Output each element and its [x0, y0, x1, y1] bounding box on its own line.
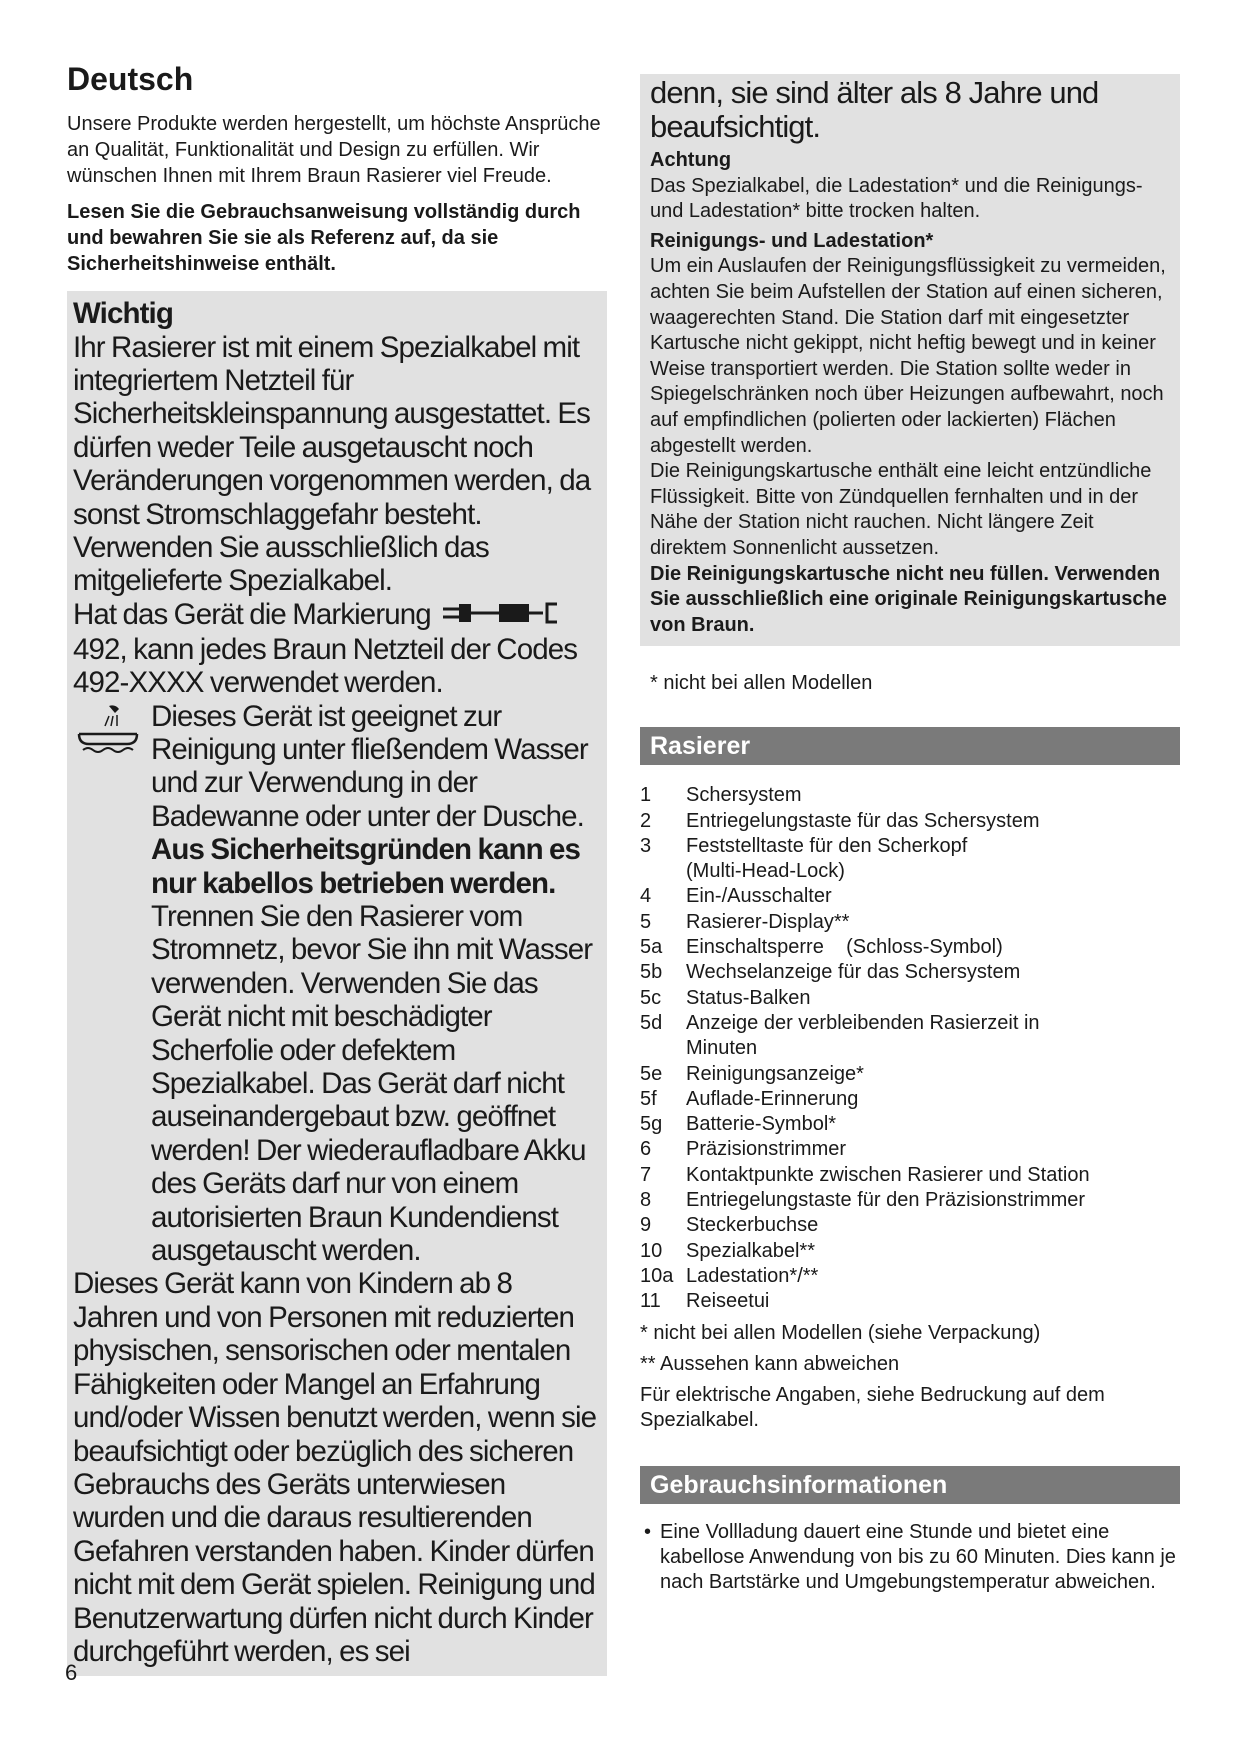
part-label: Ladestation*/**	[686, 1264, 819, 1287]
intro-text: Unsere Produkte werden hergestellt, um höchste Ansprüche an Qualität, Funktionalität und Design zu erfüllen. Wir wünschen Ihnen mit Ihrem Braun Rasierer viel Freude.	[67, 113, 601, 188]
part-number: 4	[640, 885, 652, 908]
station-title: Reinigungs- und Ladestation*	[650, 229, 934, 252]
part-number: 10a	[640, 1264, 674, 1287]
part-number: 5c	[640, 986, 662, 1009]
note-electrical: Für elektrische Angaben, siehe Bedruckung auf dem Spezialkabel.	[640, 1384, 1105, 1432]
list-item	[640, 935, 1180, 960]
usage-bullet-item: • Eine Vollladung dauert eine Stunde und bietet eine kabellose Anwendung von bis zu 60 Minuten. Dies kann je nach Bartstärke und Umgebungstemperatur abweichen.	[660, 1520, 1180, 1595]
list-item	[640, 1087, 1180, 1112]
netzteil-text: 492, kann jedes Braun Netzteil der Codes 492-XXXX verwendet werden.	[73, 632, 578, 700]
part-label: Batterie-Symbol*	[686, 1113, 837, 1136]
part-number: 5	[640, 910, 652, 933]
list-item	[640, 1163, 1180, 1188]
part-label: Ein-/Ausschalter	[686, 885, 832, 908]
note-appearance: ** Aussehen kann abweichen	[640, 1352, 900, 1375]
part-label: Kontaktpunkte zwischen Rasierer und Station	[686, 1163, 1090, 1186]
list-item	[640, 1188, 1180, 1213]
shaver-section-heading: Rasierer	[640, 727, 1180, 765]
list-item	[640, 1239, 1180, 1264]
important-paragraph-3: Dieses Gerät ist geeignet zur Reinigung unter fließendem Wasser und zur Verwendung in der Badewanne oder unter der Dusche. Aus Sicherheitsgründen kann es nur kabellos betrieben werden. Trennen Sie den Rasierer vom Stromnetz, bevor Sie ihn mit Wasser verwenden. Verwenden Sie das Gerät nicht mit beschädigter Scherfolie oder defektem Spezialkabel. Das Gerät darf nicht auseinandergebaut bzw. geöffnet werden! Der wiederaufladbare Akku des Geräts darf nur von einem autorisierten Braun Kundendienst ausgetauscht werden.	[73, 700, 601, 1268]
part-number: 1	[640, 784, 652, 807]
usage-section-heading: Gebrauchsinformationen	[640, 1466, 1180, 1504]
part-number: 8	[640, 1189, 652, 1212]
list-item	[640, 1137, 1180, 1162]
important-box	[67, 291, 607, 1676]
list-item	[640, 783, 1180, 808]
station-text-2: Die Reinigungskartusche enthält eine leicht entzündliche Flüssigkeit. Bitte von Zündquellen fernhalten und in der Nähe der Station nicht rauchen. Nicht längere Zeit direktem Sonnenlicht aussetzen.	[650, 460, 1152, 559]
note-models: * nicht bei allen Modellen (siehe Verpackung)	[640, 1321, 1041, 1344]
part-label: Spezialkabel**	[686, 1239, 815, 1262]
part-number: 7	[640, 1163, 652, 1186]
part-label: Einschaltsperre (Schloss-Symbol)	[686, 936, 1003, 959]
part-number: 5g	[640, 1113, 663, 1136]
part-label: (Multi-Head-Lock)	[686, 860, 845, 883]
important-paragraph-1: Ihr Rasierer ist mit einem Spezialkabel mit integriertem Netzteil für Sicherheitskleinspannung ausgestattet. Es dürfen weder Teile ausgetauscht noch Veränderungen vorgenommen werden, da sonst Stromschlaggefahr besteht. Verwenden Sie ausschließlich das mitgelieferte Spezialkabel.	[73, 330, 591, 598]
part-label: Entriegelungstaste für den Präzisionstrimmer	[686, 1189, 1086, 1212]
part-number: 2	[640, 809, 652, 832]
list-item	[640, 809, 1180, 834]
list-item	[640, 884, 1180, 909]
continued-box	[640, 74, 1180, 646]
important-title: Wichtig	[73, 297, 173, 331]
part-label: Minuten	[686, 1037, 758, 1060]
intro-bold-text: Lesen Sie die Gebrauchsanweisung vollständig durch und bewahren Sie sie als Referenz auf, da sie Sicherheitshinweise enthält.	[67, 201, 581, 276]
list-item	[640, 1112, 1180, 1137]
shower-bath-icon	[73, 700, 143, 767]
power-plug-marking-icon	[441, 599, 561, 632]
models-footnote: * nicht bei allen Modellen	[650, 672, 873, 695]
part-number: 5f	[640, 1087, 657, 1110]
part-number: 5d	[640, 1011, 663, 1034]
cordless-warning: Aus Sicherheitsgründen kann es nur kabellos betrieben werden.	[151, 833, 581, 900]
list-item	[640, 834, 1180, 859]
part-number	[640, 1036, 686, 1061]
marking-text: Hat das Gerät die Markierung	[73, 597, 431, 631]
part-label: Wechselanzeige für das Schersystem	[686, 961, 1021, 984]
caution-text: Das Spezialkabel, die Ladestation* und die Reinigungs- und Ladestation* bitte trocken halten.	[650, 174, 1143, 223]
part-label: Feststelltaste für den Scherkopf	[686, 834, 968, 857]
page-number: 6	[65, 1660, 78, 1685]
part-label: Entriegelungstaste für das Schersystem	[686, 809, 1040, 832]
part-number: 9	[640, 1214, 652, 1237]
language-heading: Deutsch	[67, 61, 194, 97]
part-label: Anzeige der verbleibenden Rasierzeit in	[686, 1011, 1040, 1034]
list-item	[640, 1264, 1180, 1289]
part-number: 10	[640, 1239, 663, 1262]
part-number: 5b	[640, 961, 663, 984]
list-item	[640, 986, 1180, 1011]
part-label: Steckerbuchse	[686, 1214, 819, 1237]
part-label: Status-Balken	[686, 986, 811, 1009]
list-item	[640, 1289, 1180, 1314]
list-item	[640, 910, 1180, 935]
list-item	[640, 859, 1180, 884]
part-label: Schersystem	[686, 784, 802, 807]
part-number	[640, 859, 686, 884]
right-column	[640, 74, 1180, 1595]
part-label: Auflade-Erinnerung	[686, 1087, 859, 1110]
list-item	[640, 1011, 1180, 1036]
part-label: Rasierer-Display**	[686, 910, 850, 933]
part-label: Präzisionstrimmer	[686, 1138, 847, 1161]
parts-list	[640, 783, 1180, 1314]
important-paragraph-4: Dieses Gerät kann von Kindern ab 8 Jahren und von Personen mit reduzierten physischen, sensorischen oder mentalen Fähigkeiten oder Mangel an Erfahrung und/oder Wissen benutzt werden, wenn sie beaufsichtigt oder bezüglich des sicheren Gebrauchs des Geräts unterwiesen wurden und die daraus resultierenden Gefahren verstanden haben. Kinder dürfen nicht mit dem Gerät spielen. Reinigung und Benutzerwartung dürfen nicht durch Kinder durchgeführt werden, es sei	[73, 1267, 597, 1668]
station-bold-text: Die Reinigungskartusche nicht neu füllen. Verwenden Sie ausschließlich eine originale Reinigungskartusche von Braun.	[650, 562, 1167, 636]
list-item	[640, 960, 1180, 985]
part-number: 6	[640, 1138, 652, 1161]
part-number: 3	[640, 834, 652, 857]
part-label: Reinigungsanzeige*	[686, 1062, 864, 1085]
part-number: 5e	[640, 1062, 663, 1085]
list-item	[640, 1062, 1180, 1087]
continued-text: denn, sie sind älter als 8 Jahre und beaufsichtigt.	[650, 75, 1099, 144]
part-label: Reiseetui	[686, 1290, 770, 1313]
important-paragraph-2	[73, 598, 601, 700]
left-column	[67, 62, 607, 1676]
usage-list	[640, 1520, 1180, 1595]
caution-title: Achtung	[650, 149, 732, 171]
list-item	[640, 1213, 1180, 1238]
part-number: 11	[640, 1290, 661, 1313]
station-text-1: Um ein Auslaufen der Reinigungsflüssigkeit zu vermeiden, achten Sie beim Aufstellen der Station auf einen sicheren, waagerechten Stand. Die Station darf mit eingesetzter Kartusche nicht gekippt, nicht heftig bewegt und in keiner Weise transportiert werden. Die Station sollte weder in Spiegelschränken noch über Heizungen aufbewahrt, noch auf empfindlichen (polierten oder lackierten) Flächen abgestellt werden.	[650, 255, 1166, 457]
list-item	[640, 1036, 1180, 1061]
part-number: 5a	[640, 936, 663, 959]
